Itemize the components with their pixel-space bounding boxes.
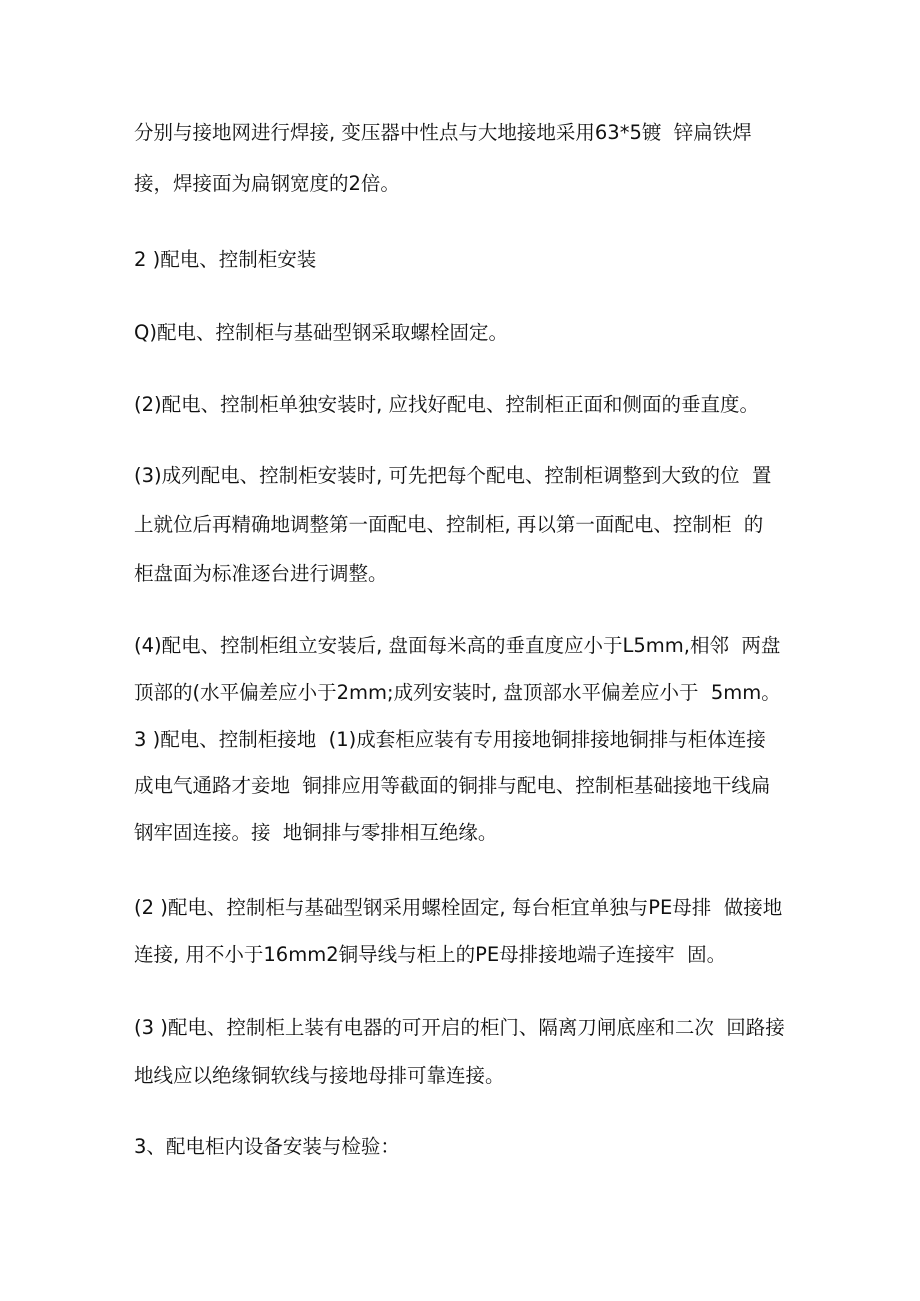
text-line: 成电气通路才妾地 铜排应用等截面的铜排与配电、控制柜基础接地干线扁 — [134, 774, 771, 797]
text-line: (2 )配电、控制柜与基础型钢采用螺栓固定, 每台柜宜单独与PE母排 做接地 — [134, 896, 783, 919]
text-line: 分别与接地网进行焊接, 变压器中性点与大地接地采用63*5镀 锌扁铁焊 — [134, 121, 752, 144]
section-heading: 3、配电柜内设备安装与检验： — [134, 1135, 400, 1158]
section-heading: 2 )配电、控制柜安装 — [134, 248, 317, 271]
text-line: (3 )配电、控制柜上装有电器的可开启的柜门、隔离刀闸底座和二次 回路接 — [134, 1016, 785, 1039]
text-line: (2)配电、控制柜单独安装时, 应找好配电、控制柜正面和侧面的垂直度。 — [134, 393, 760, 416]
text-line: 顶部的(水平偏差应小于2mm;成列安装时, 盘顶部水平偏差应小于 5mm。 — [134, 681, 781, 704]
text-line: 柜盘面为标准逐台进行调整。 — [134, 562, 388, 585]
text-line: 连接, 用不小于16mm2铜导线与柜上的PE母排接地端子连接牢 固。 — [134, 943, 727, 966]
text-line: 接，焊接面为扁钢宽度的2倍。 — [134, 172, 400, 195]
text-line: 钢牢固连接。接 地铜排与零排相互绝缘。 — [134, 821, 498, 844]
text-line: Q)配电、控制柜与基础型钢采取螺栓固定。 — [134, 321, 508, 344]
section-heading: 3 )配电、控制柜接地 (1)成套柜应装有专用接地铜排接地铜排与柜体连接 — [134, 728, 766, 751]
text-line: (4)配电、控制柜组立安装后, 盘面每米高的垂直度应小于L5mm,相邻 两盘 — [134, 634, 781, 657]
text-line: (3)成列配电、控制柜安装时, 可先把每个配电、控制柜调整到大致的位 置 — [134, 464, 772, 487]
text-line: 地线应以绝缘铜软线与接地母排可靠连接。 — [134, 1064, 505, 1087]
text-line: 上就位后再精确地调整第一面配电、控制柜, 再以第一面配电、控制柜 的 — [134, 513, 764, 536]
